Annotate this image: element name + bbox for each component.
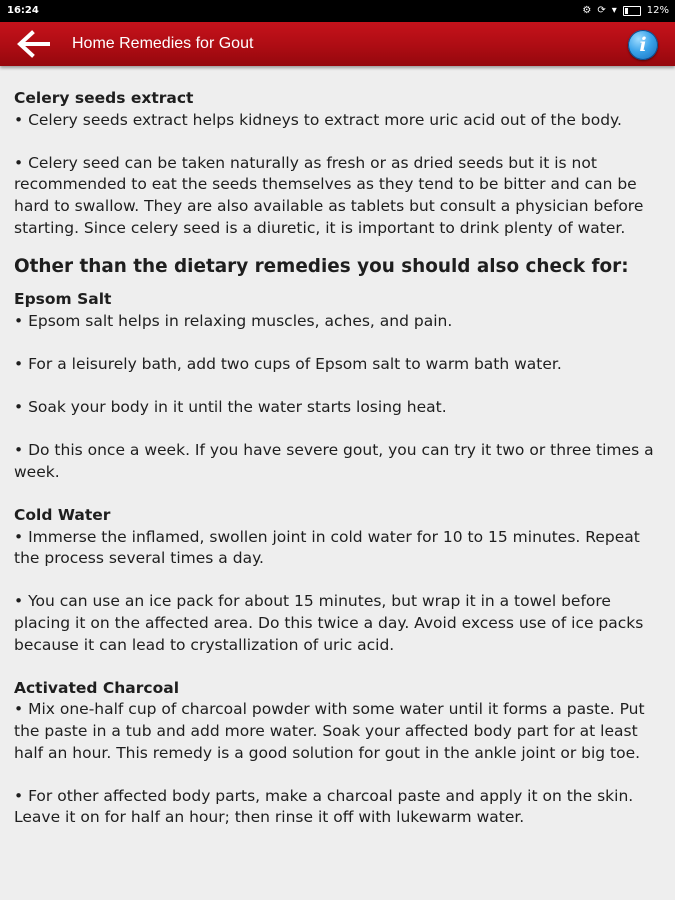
paragraph: • Do this once a week. If you have severe gout, you can try it two or three times a week. bbox=[14, 441, 654, 481]
section-heading-epsom: Epsom Salt bbox=[14, 290, 112, 309]
paragraph: • You can use an ice pack for about 15 minutes, but wrap it in a towel before placing it on the affected area. Do this twice a day. Avoid excess use of ice packs because it can lead to crystallization of uric acid. bbox=[14, 592, 644, 654]
article-content bbox=[14, 88, 664, 829]
paragraph: • Mix one-half cup of charcoal powder with some water until it forms a paste. Put the paste in a tub and add more water. Soak your affected body part for at least half an hour. This remedy is a good solution for gout in the ankle joint or big toe. bbox=[14, 700, 645, 762]
battery-icon bbox=[623, 6, 641, 16]
status-icons bbox=[582, 0, 669, 22]
status-time: 16:24 bbox=[7, 5, 39, 16]
section-heading-cold-water: Cold Water bbox=[14, 506, 111, 525]
paragraph: • For other affected body parts, make a charcoal paste and apply it on the skin. Leave it on for half an hour; then rinse it off with lukewarm water. bbox=[14, 786, 634, 827]
section-heading-charcoal: Activated Charcoal bbox=[14, 678, 180, 697]
back-button[interactable] bbox=[14, 28, 52, 60]
status-bar bbox=[0, 0, 675, 22]
paragraph: • Epsom salt helps in relaxing muscles, aches, and pain. bbox=[14, 311, 453, 330]
paragraph: • Celery seed can be taken naturally as fresh or as dried seeds but it is not recommended to eat the seeds themselves as they tend to be bitter and can be hard to swallow. They are also available as tablets but consult a physician before starting. Since celery seed is a diuretic, it is important to drink plenty of water. bbox=[14, 153, 644, 237]
info-button[interactable] bbox=[628, 30, 658, 60]
paragraph: • Immerse the inflamed, swollen joint in cold water for 10 to 15 minutes. Repeat the process several times a day. bbox=[14, 527, 640, 568]
battery-percent: 12% bbox=[646, 5, 669, 16]
back-arrow-icon bbox=[14, 28, 52, 60]
info-icon: i bbox=[639, 34, 647, 56]
wifi-icon: ▾ bbox=[611, 5, 617, 16]
section-heading-celery: Celery seeds extract bbox=[14, 89, 194, 107]
app-title: Home Remedies for Gout bbox=[72, 35, 254, 52]
section-heading-other: Other than the dietary remedies you should also check for: bbox=[14, 256, 629, 278]
sync-icon: ⟳ bbox=[597, 5, 606, 16]
settings-icon: ⚙ bbox=[582, 5, 592, 16]
paragraph: • Soak your body in it until the water starts losing heat. bbox=[14, 398, 447, 417]
paragraph: • For a leisurely bath, add two cups of Epsom salt to warm bath water. bbox=[14, 354, 562, 373]
paragraph: • Celery seeds extract helps kidneys to extract more uric acid out of the body. bbox=[14, 110, 622, 129]
app-bar bbox=[0, 22, 675, 66]
